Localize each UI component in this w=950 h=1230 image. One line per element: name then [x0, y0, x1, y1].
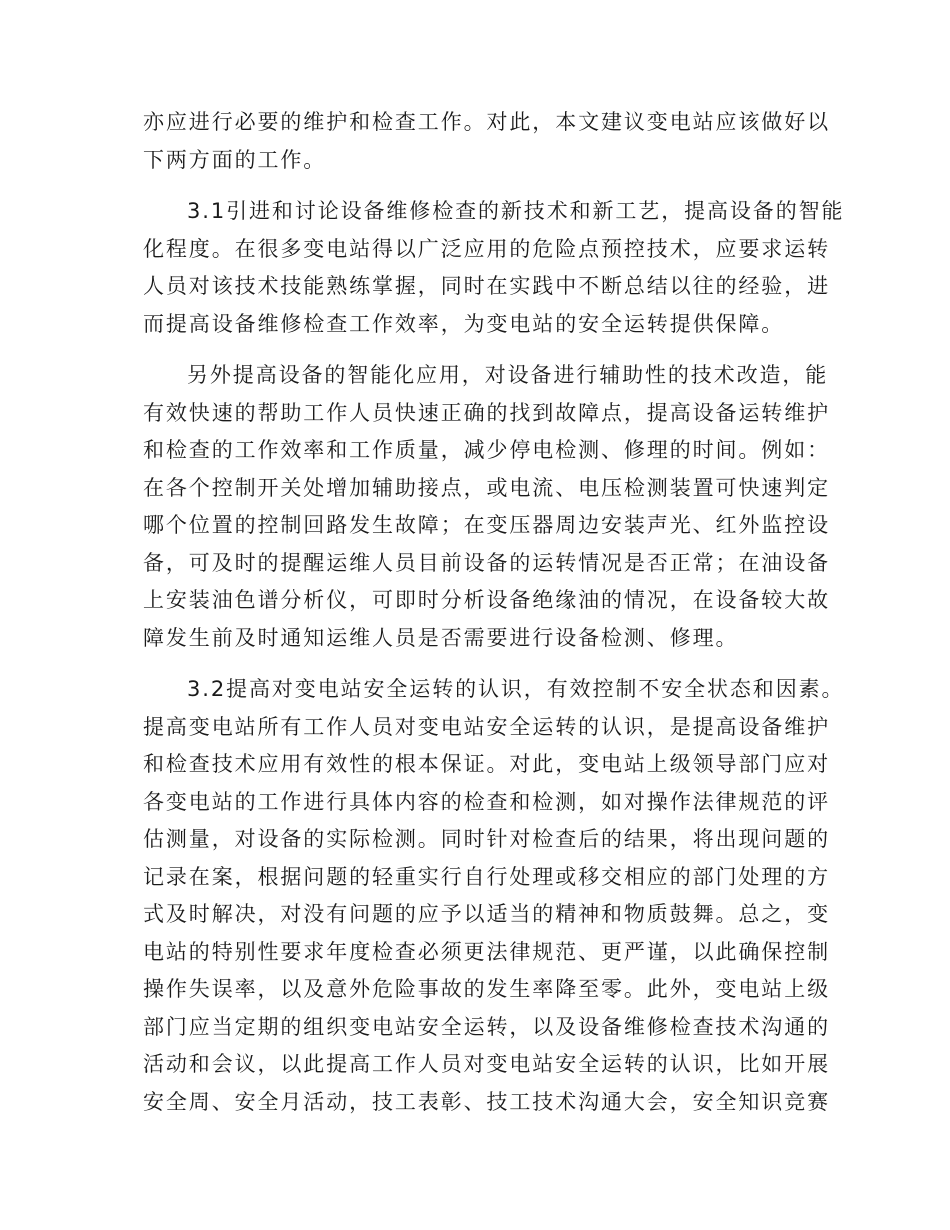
text-line: 上安装油色谱分析仪，可即时分析设备绝缘油的情况，在设备较大故: [143, 588, 830, 612]
text-line: 估测量，对设备的实际检测。同时针对检查后的结果，将出现问题的: [143, 827, 830, 851]
text-line: 而提高设备维修检查工作效率，为变电站的安全运转提供保障。: [143, 311, 785, 336]
paragraph-section-3-1: [143, 193, 845, 343]
document-body: [143, 104, 845, 1121]
text-line: 和检查技术应用有效性的根本保证。对此，变电站上级领导部门应对: [143, 752, 830, 776]
paragraph-intro: [143, 104, 830, 179]
paragraph-intelligent-application: [143, 357, 830, 657]
paragraph-section-3-2: [143, 671, 845, 1121]
text-line: 化程度。在很多变电站得以广泛应用的危险点预控技术，应要求运转: [143, 236, 830, 261]
text-line: 3.2提高对变电站安全运转的认识，有效控制不安全状态和因素。: [187, 677, 845, 701]
text-line: 操作失误率，以及意外危险事故的发生率降至零。此外，变电站上级: [143, 977, 830, 1001]
text-line: 活动和会议，以此提高工作人员对变电站安全运转的认识，比如开展: [143, 1052, 830, 1076]
text-line: 下两方面的工作。: [143, 147, 327, 172]
text-line: 安全周、安全月活动，技工表彰、技工技术沟通大会，安全知识竞赛: [143, 1089, 830, 1114]
text-line: 备，可及时的提醒运维人员目前设备的运转情况是否正常；在油设备: [143, 550, 830, 575]
text-line: 有效快速的帮助工作人员快速正确的找到故障点，提高设备运转维护: [143, 400, 830, 425]
text-line: 在各个控制开关处增加辅助接点，或电流、电压检测装置可快速判定: [143, 475, 830, 500]
text-line: 各变电站的工作进行具体内容的检查和检测，如对操作法律规范的评: [143, 789, 830, 814]
text-line: 另外提高设备的智能化应用，对设备进行辅助性的技术改造，能: [187, 363, 829, 387]
text-line: 部门应当定期的组织变电站安全运转，以及设备维修检查技术沟通的: [143, 1014, 830, 1039]
text-line: 和检查的工作效率和工作质量，减少停电检测、修理的时间。例如：: [143, 438, 830, 462]
text-line: 式及时解决，对没有问题的应予以适当的精神和物质鼓舞。总之，变: [143, 902, 830, 926]
text-line: 障发生前及时通知运维人员是否需要进行设备检测、修理。: [143, 625, 739, 650]
text-line: 记录在案，根据问题的轻重实行自行处理或移交相应的部门处理的方: [143, 864, 830, 889]
text-line: 亦应进行必要的维护和检查工作。对此，本文建议变电站应该做好以: [143, 110, 830, 134]
text-line: 提高变电站所有工作人员对变电站安全运转的认识，是提高设备维护: [143, 714, 830, 739]
text-line: 电站的特别性要求年度检查必须更法律规范、更严谨，以此确保控制: [143, 939, 830, 964]
text-line: 哪个位置的控制回路发生故障；在变压器周边安装声光、红外监控设: [143, 513, 830, 537]
text-line: 人员对该技术技能熟练掌握，同时在实践中不断总结以往的经验，进: [143, 274, 830, 298]
text-line: 3.1引进和讨论设备维修检查的新技术和新工艺，提高设备的智能: [187, 199, 845, 223]
